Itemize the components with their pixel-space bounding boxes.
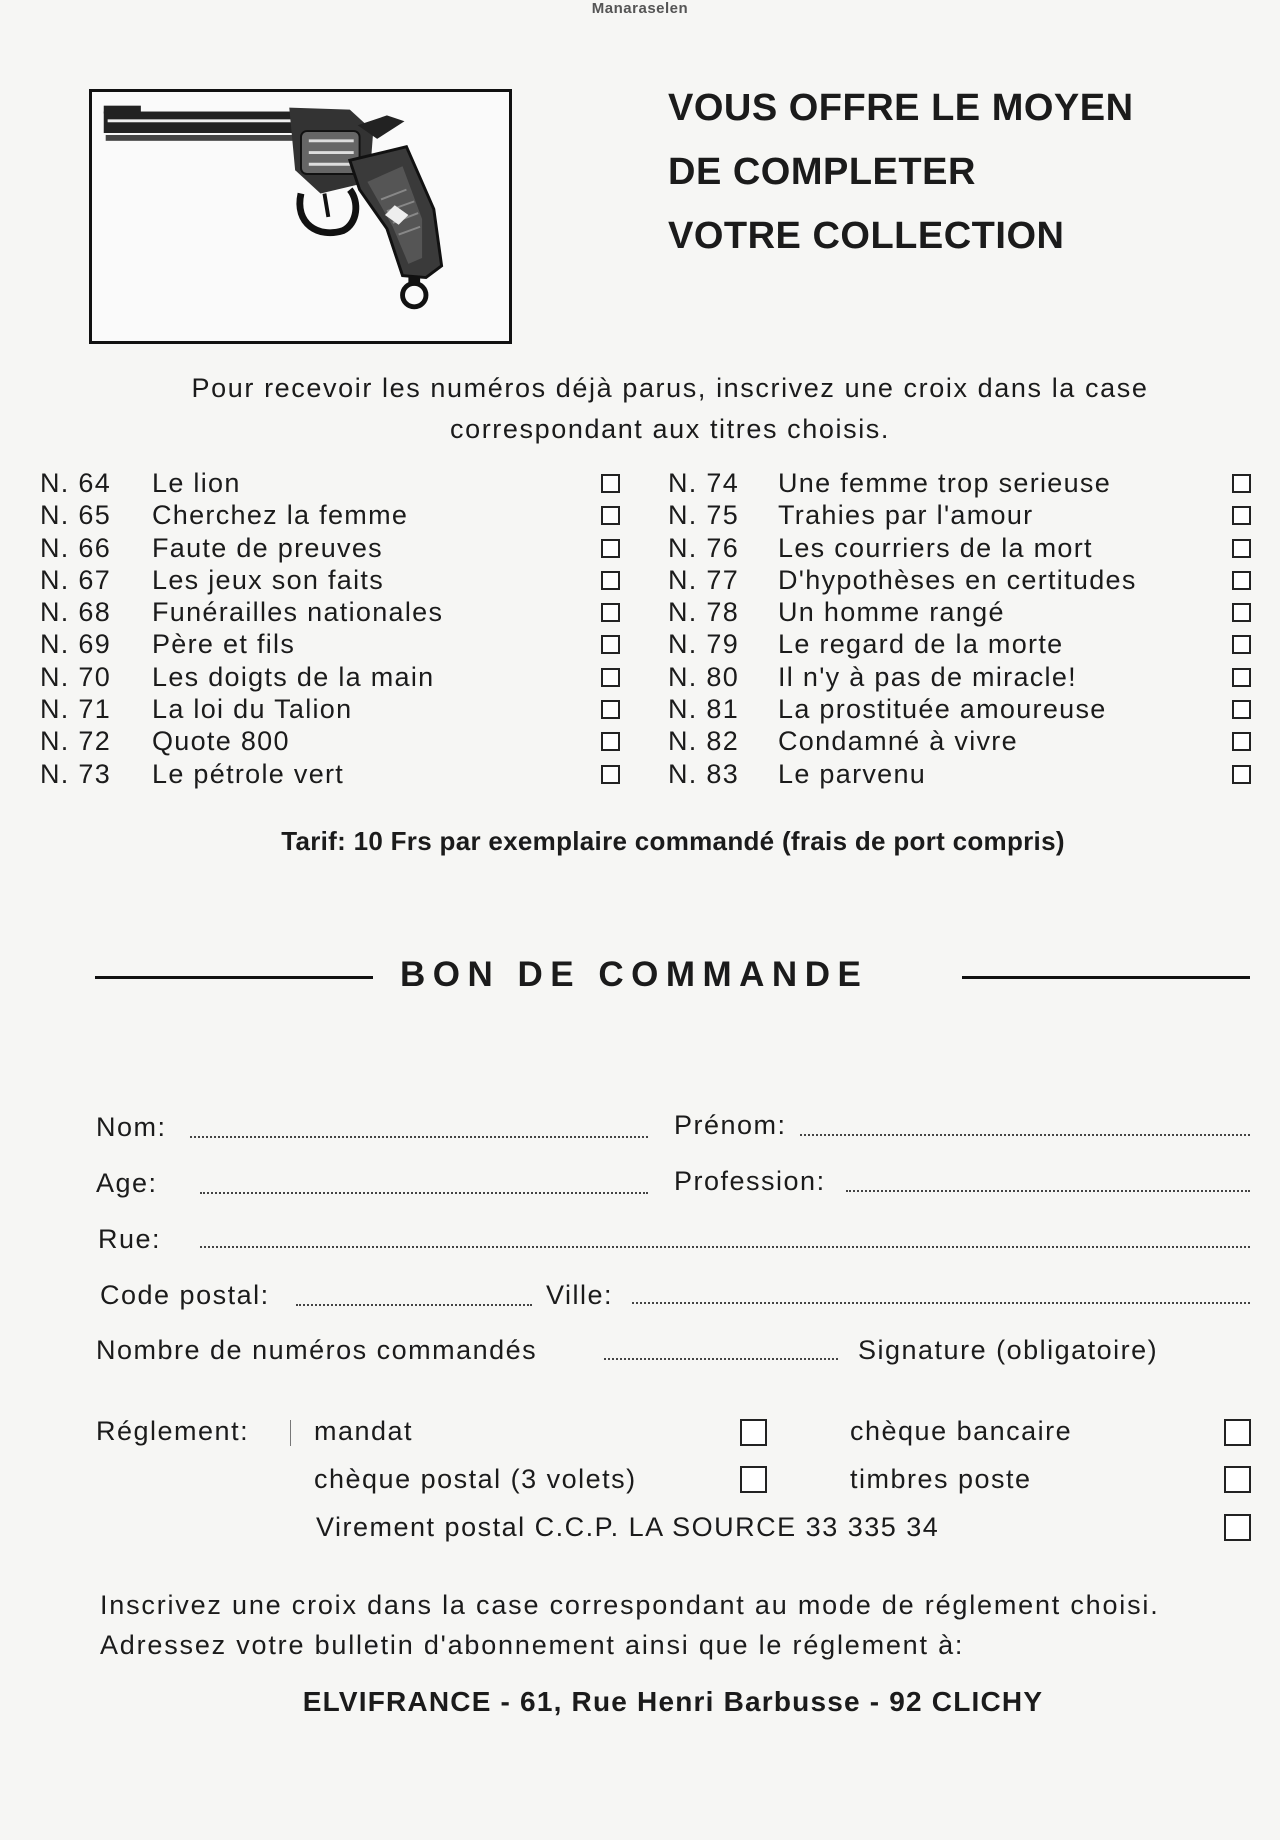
catalog-item[interactable] — [40, 661, 620, 693]
reglement-label: Réglement: — [96, 1416, 250, 1446]
catalog-item-title: Funérailles nationales — [152, 597, 444, 628]
reglement-divider — [290, 1420, 291, 1446]
headline-line-3: VOTRE COLLECTION — [668, 215, 1065, 257]
catalog-item[interactable] — [668, 693, 1251, 725]
profession-field[interactable] — [846, 1190, 1250, 1192]
catalog-item-number: N. 77 — [668, 564, 740, 595]
headline-line-2: DE COMPLETER — [668, 151, 976, 193]
rue-label: Rue: — [98, 1224, 162, 1254]
nom-label: Nom: — [96, 1112, 167, 1142]
catalog-item[interactable] — [40, 499, 620, 531]
catalog-item-number: N. 74 — [668, 468, 740, 498]
rue-field[interactable] — [200, 1246, 1250, 1248]
catalog-item-number: N. 75 — [668, 500, 740, 531]
footer-address-intro: Adressez votre bulletin d'abonnement ainsi que le réglement à: — [100, 1630, 965, 1660]
catalog-item-number: N. 70 — [40, 661, 112, 692]
timbres-label: timbres poste — [850, 1464, 1032, 1494]
code-postal-field[interactable] — [296, 1304, 532, 1306]
catalog-item-number: N. 81 — [668, 694, 740, 725]
catalog-right-column — [668, 467, 1251, 790]
catalog-item-title: Le regard de la morte — [778, 629, 1064, 660]
catalog-item-number: N. 65 — [40, 500, 112, 531]
nombre-field[interactable] — [604, 1358, 838, 1360]
catalog-item-title: Trahies par l'amour — [778, 500, 1034, 531]
catalog-item-number: N. 66 — [40, 532, 112, 563]
catalog-item[interactable] — [668, 564, 1251, 596]
catalog-item-title: Condamné à vivre — [778, 726, 1018, 757]
catalog-item-checkbox[interactable] — [1232, 571, 1251, 590]
virement-label: Virement postal C.C.P. LA SOURCE 33 335 34 — [316, 1512, 940, 1542]
catalog-item[interactable] — [668, 499, 1251, 531]
signature-label: Signature (obligatoire) — [858, 1335, 1159, 1365]
headline-line-1: VOUS OFFRE LE MOYEN — [668, 87, 1134, 129]
catalog-item-checkbox[interactable] — [601, 603, 620, 622]
catalog-item-title: Le parvenu — [778, 758, 927, 789]
cheque-bancaire-label: chèque bancaire — [850, 1416, 1073, 1446]
catalog-item-title: Il n'y à pas de miracle! — [778, 661, 1077, 692]
catalog-item-title: Faute de preuves — [152, 532, 383, 563]
cheque-bancaire-checkbox[interactable] — [1224, 1419, 1251, 1446]
catalog-item[interactable] — [668, 758, 1251, 790]
catalog-item[interactable] — [40, 725, 620, 757]
catalog-item-checkbox[interactable] — [1232, 635, 1251, 654]
catalog-item[interactable] — [668, 532, 1251, 564]
timbres-checkbox[interactable] — [1224, 1466, 1251, 1493]
intro-text — [120, 368, 1220, 450]
nom-field[interactable] — [190, 1136, 648, 1138]
catalog-item[interactable] — [668, 661, 1251, 693]
catalog-item-number: N. 68 — [40, 597, 112, 628]
catalog-item-number: N. 79 — [668, 629, 740, 660]
catalog-item-number: N. 73 — [40, 758, 112, 789]
revolver-icon — [92, 92, 509, 341]
code-postal-label: Code postal: — [100, 1280, 270, 1310]
mandat-label: mandat — [314, 1416, 414, 1446]
catalog-item[interactable] — [668, 467, 1251, 499]
catalog-item-checkbox[interactable] — [1232, 506, 1251, 525]
publisher-address: ELVIFRANCE - 61, Rue Henri Barbusse - 92 CLICHY — [302, 1686, 1044, 1717]
revolver-illustration — [89, 89, 512, 344]
catalog-item[interactable] — [668, 596, 1251, 628]
catalog-item-checkbox[interactable] — [601, 732, 620, 751]
catalog-item-checkbox[interactable] — [1232, 603, 1251, 622]
ville-field[interactable] — [632, 1302, 1250, 1304]
age-field[interactable] — [200, 1192, 648, 1194]
catalog-item-checkbox[interactable] — [1232, 539, 1251, 558]
profession-label: Profession: — [674, 1166, 826, 1196]
catalog-item-number: N. 78 — [668, 597, 740, 628]
catalog-item[interactable] — [40, 467, 620, 499]
prenom-label: Prénom: — [674, 1110, 787, 1140]
catalog-item-title: Un homme rangé — [778, 597, 1005, 628]
bon-divider-left — [95, 976, 373, 979]
ville-label: Ville: — [546, 1280, 614, 1310]
catalog-item-number: N. 69 — [40, 629, 112, 660]
tarif-notice: Tarif: 10 Frs par exemplaire commandé (frais de port compris) — [281, 826, 1065, 856]
catalog-item-checkbox[interactable] — [601, 474, 620, 493]
catalog-item-title: Les courriers de la mort — [778, 532, 1093, 563]
bon-divider-right — [962, 976, 1250, 979]
catalog-item-checkbox[interactable] — [601, 571, 620, 590]
catalog-item-title: Le pétrole vert — [152, 758, 345, 789]
intro-line-2: correspondant aux titres choisis. — [450, 414, 890, 444]
catalog-item-checkbox[interactable] — [1232, 474, 1251, 493]
catalog-item-title: Père et fils — [152, 629, 296, 660]
catalog-item-number: N. 72 — [40, 726, 112, 757]
cheque-postal-checkbox[interactable] — [740, 1466, 767, 1493]
catalog-item[interactable] — [40, 596, 620, 628]
catalog-item[interactable] — [40, 693, 620, 725]
catalog-item-number: N. 76 — [668, 532, 740, 563]
catalog-item-title: La prostituée amoureuse — [778, 694, 1107, 725]
nombre-label: Nombre de numéros commandés — [96, 1335, 538, 1365]
prenom-field[interactable] — [800, 1134, 1250, 1136]
catalog-item-title: Quote 800 — [152, 726, 290, 757]
catalog-item[interactable] — [40, 564, 620, 596]
catalog-item-title: Cherchez la femme — [152, 500, 409, 531]
catalog-item-checkbox[interactable] — [1232, 765, 1251, 784]
catalog-item-checkbox[interactable] — [1232, 700, 1251, 719]
catalog-item[interactable] — [40, 758, 620, 790]
catalog-item-checkbox[interactable] — [601, 506, 620, 525]
catalog-item[interactable] — [40, 628, 620, 660]
footer-instruction: Inscrivez une croix dans la case correspondant au mode de réglement choisi. — [100, 1590, 1160, 1620]
cheque-postal-label: chèque postal (3 volets) — [314, 1464, 637, 1494]
catalog-item-title: D'hypothèses en certitudes — [778, 564, 1137, 595]
catalog-item[interactable] — [40, 532, 620, 564]
catalog-item-checkbox[interactable] — [1232, 668, 1251, 687]
age-label: Age: — [96, 1168, 158, 1198]
catalog-item-title: Le lion — [152, 468, 241, 498]
catalog-item-number: N. 80 — [668, 661, 740, 692]
catalog-item-number: N. 64 — [40, 468, 112, 498]
bon-de-commande-title: BON DE COMMANDE — [400, 955, 869, 994]
virement-checkbox[interactable] — [1224, 1514, 1251, 1541]
catalog-item-checkbox[interactable] — [601, 668, 620, 687]
headline — [668, 76, 1134, 268]
catalog-item-title: Les jeux son faits — [152, 564, 385, 595]
catalog-item-title: Une femme trop serieuse — [778, 468, 1112, 498]
catalog-item-number: N. 83 — [668, 758, 740, 789]
catalog-item-checkbox[interactable] — [601, 635, 620, 654]
catalog-item[interactable] — [668, 628, 1251, 660]
catalog-left-column — [40, 467, 620, 790]
catalog-item-checkbox[interactable] — [1232, 732, 1251, 751]
mandat-checkbox[interactable] — [740, 1419, 767, 1446]
catalog-item-title: La loi du Talion — [152, 694, 353, 725]
intro-line-1: Pour recevoir les numéros déjà parus, inscrivez une croix dans la case — [191, 373, 1149, 403]
catalog-item-title: Les doigts de la main — [152, 661, 435, 692]
catalog-item-number: N. 82 — [668, 726, 740, 757]
catalog-item[interactable] — [668, 725, 1251, 757]
watermark: Manaraselen — [591, 0, 689, 17]
catalog-item-checkbox[interactable] — [601, 539, 620, 558]
catalog-item-checkbox[interactable] — [601, 700, 620, 719]
catalog-item-checkbox[interactable] — [601, 765, 620, 784]
catalog-item-number: N. 71 — [40, 694, 112, 725]
catalog-item-number: N. 67 — [40, 564, 112, 595]
